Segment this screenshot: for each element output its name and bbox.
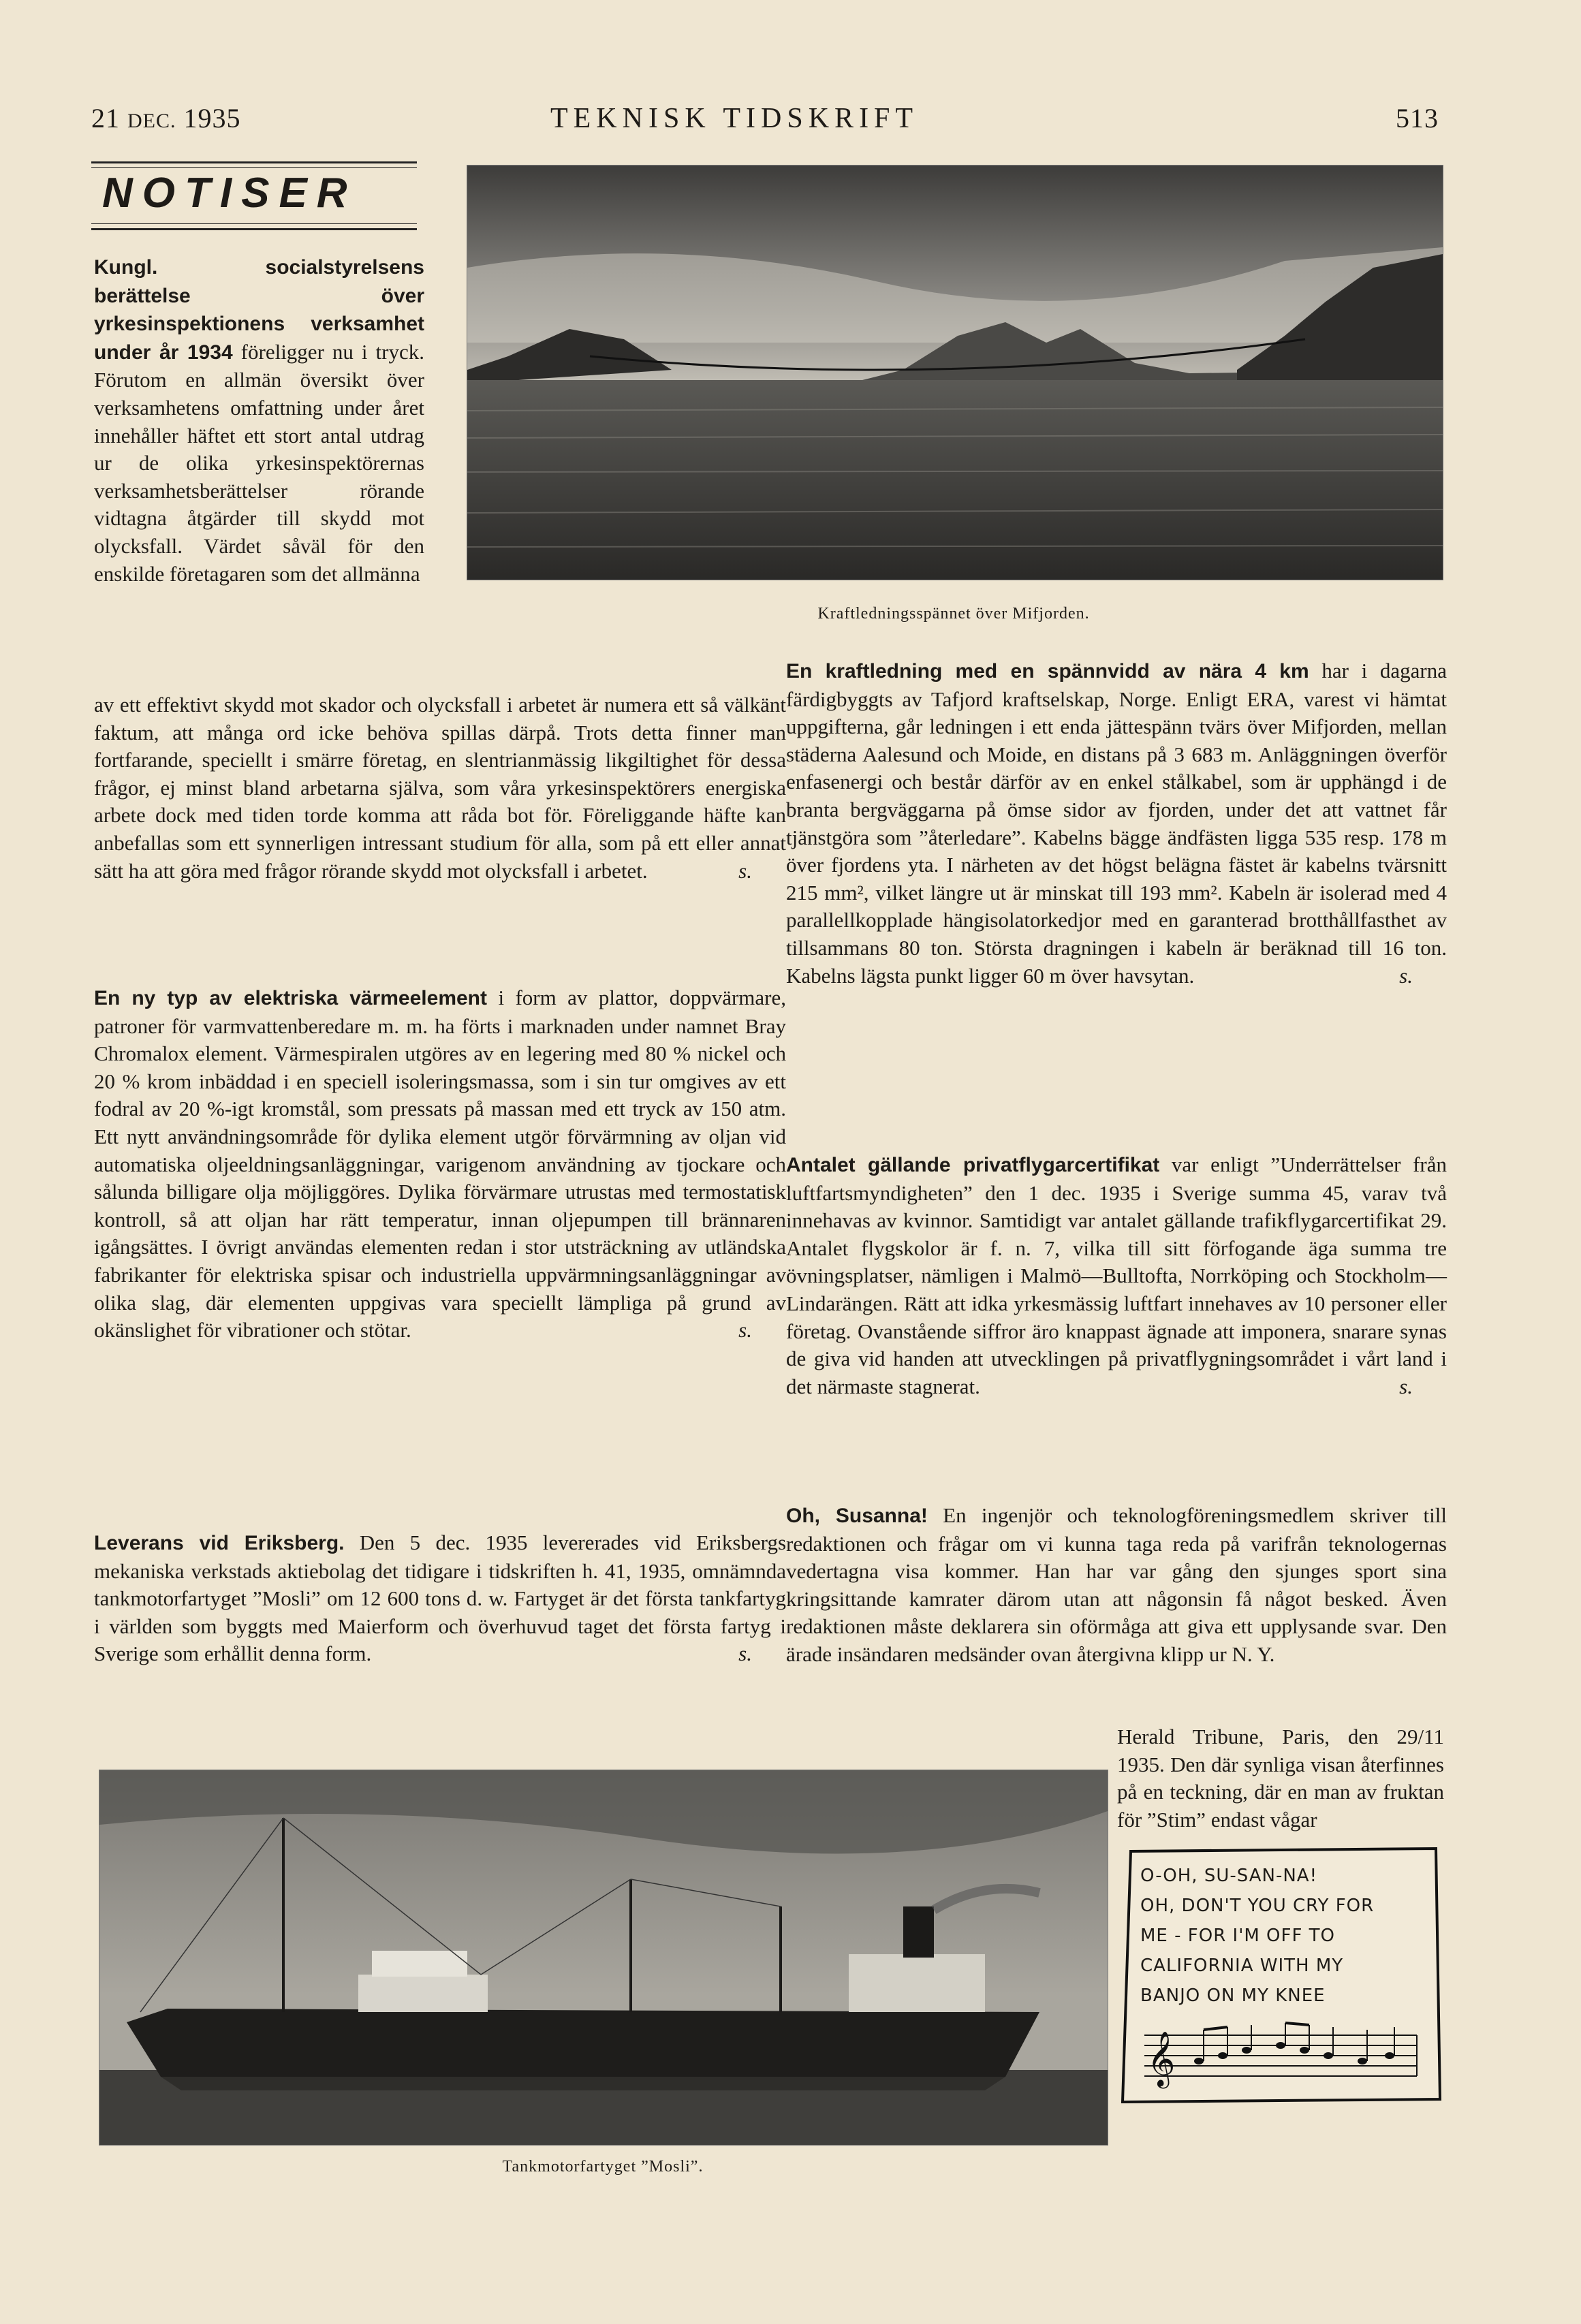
rule-top-2 xyxy=(91,167,417,168)
article-kraftledning-text: har i dagarna färdigbyggts av Tafjord kraftselskap, Norge. Enligt ERA, varest vi hämtat uppgifterna, går ledningen i ett enda jättespänn tvärs över Mifjorden, mellan städerna Aalesund och Moide, en distans på 3 683 m. Anläggningen överför enfasenergi och består därför av en enkel stålkabel, som är upphängd i de branta bergväggarna på ömse sidor av fjorden, under det att vattnet får tjänstgöra som ”återledare”. Kabelns bägge ändfästen ligga 535 resp. 178 m över fjordens yta. I närheten av det högst belägna fästet är kabelns tvärsnitt 215 mm², vilket längre ut är minskat till 193 mm². Kabeln är isolerad med 4 parallellkopplade hängisolatorkedjor med en garanterad brotthållfasthet av tillsammans 80 ton. Största dragningen i kabeln är beräknad till 16 ton. Kabelns lägsta punkt ligger 60 m över havsytan. xyxy=(786,659,1447,988)
article-varmeelement xyxy=(94,984,786,1345)
cartoon-line-5: BANJO ON MY KNEE xyxy=(1140,1985,1326,2006)
cartoon xyxy=(1117,1846,1444,2105)
ship-photo-image xyxy=(99,1770,1108,2146)
page-number: 513 xyxy=(1396,103,1439,134)
article-susanna xyxy=(786,1502,1447,1669)
article-yrkesinspektion-narrow xyxy=(94,253,424,588)
music-staff xyxy=(1144,2022,1430,2090)
ship-photo xyxy=(99,1770,1107,2144)
header-date: 21 DEC. 1935 xyxy=(91,103,241,134)
ship-caption: Tankmotorfartyget ”Mosli”. xyxy=(502,2158,704,2176)
article-varmeelement-text: i form av plattor, doppvärmare, patroner för varmvattenberedare m. m. ha förts i marknaden under namnet Bray Chromalox element. Värmespiralen utgöres av en legering med 80 % nickel och 20 % krom inbäddad i en speciell isoleringsmassa, som i sin tur omgives av ett fodral av 20 %-igt kromstål, som pressats på massan med ett tryck av 150 atm. Ett nytt användningsområde för dylika element utgör förvärmning av oljan vid automatiska oljeeldningsanläggningar, varigenom användning av tjockare och sålunda billigare olja möjliggöres. Dylika förvärmare utrustas med termostatisk kontroll, så att oljan har rätt temperatur, innan oljepumpen till brännaren igångsättes. I övrigt användas elementen redan i stor utsträckning av utländska fabrikanter för elektriska spisar och industriella uppvärmningsanläggningar av olika slag, där elementen uppgivas vara speciellt lämpliga på grund av okänslighet för vibrationer och stötar. xyxy=(94,986,786,1342)
article-yrkesinspektion-title: Kungl. socialstyrelsens berättelse över yrkesinspektionens verksamhet under år 1934 xyxy=(94,256,424,364)
article-susanna-title: Oh, Susanna! xyxy=(786,1505,928,1527)
cartoon-line-4: CALIFORNIA WITH MY xyxy=(1140,1956,1344,1976)
article-susanna-narrow xyxy=(1117,1723,1444,1834)
signature: s. xyxy=(738,1318,752,1342)
article-flygcertifikat-text: var enligt ”Underrättelser från luftfartsmyndigheten” den 1 dec. 1935 i Sverige summa 45, varav två innehavas av kvinnor. Samtidigt var antalet gällande trafikflygarcertifikat 29. Antalet flygskolor är f. n. 7, vilka till sitt förfogande äga summa tre övningsplatser, nämligen i Malmö—Bulltofta, Norrköping och Stockholm—Lindarängen. Rätt att idka yrkesmässig luftfart innehaves av 10 personer eller företag. Ovanstående siffror äro knappast ägnade att imponera, snarare synas de giva vid handen att utvecklingen på privatflygningsområdet i vårt land i det närmaste stagnerat. xyxy=(786,1152,1447,1398)
article-susanna-text: En ingenjör och teknologföreningsmedlem skriver till redaktionen och frågar om vi kunna taga reda på varifrån teknologernas vedertagna visa kommer. Han har var gång den sjunges sport sina kringsittande kamrater därom utan att någonsin få något besked. Även redaktionen måste deklarera sin oförmåga att giva ett upplysande svar. Den ärade insändaren medsänder ovan återgivna klipp ur N. Y. xyxy=(786,1503,1447,1666)
rule-bottom-2 xyxy=(91,228,417,230)
journal-title: TEKNISK TIDSKRIFT xyxy=(550,103,919,134)
cartoon-line-2: OH, DON'T YOU CRY FOR xyxy=(1140,1896,1375,1916)
svg-text:𝄞: 𝄞 xyxy=(1147,2030,1176,2086)
article-varmeelement-title: En ny typ av elektriska värmeelement xyxy=(94,987,487,1009)
article-yrkesinspektion-text-1: föreligger nu i tryck. Förutom en allmän översikt över verksamhetens omfattning under året innehåller häftet ett stort antal utdrag ur de olika yrkesinspektörernas verksamhetsberättelser rörande vidtagna åtgärder till skydd mot olycksfall. Värdet såväl för den enskilde företagaren som det allmänna xyxy=(94,339,424,586)
cartoon-lyrics xyxy=(1140,1861,1433,2011)
article-yrkesinspektion-text-2: av ett effektivt skydd mot skador och olycksfall i arbetet är numera ett så välkänt faktum, att många ord icke behöva spillas därpå. Trots detta finner man fortfarande, speciellt i smärre företag, en slentrianmässig likgiltighet för dessa frågor, ej minst bland arbetarna själva, som våra yrkesinspektörers energiska arbete dock med tiden torde komma att råda bot för. Föreliggande häfte kan anbefallas som ett synnerligen intressant studium för alla, som på ett eller annat sätt ha att göra med frågor rörande skydd mot olycksfall i arbetet. xyxy=(94,693,786,883)
fjord-photo xyxy=(467,165,1442,579)
rule-top xyxy=(91,161,417,163)
cartoon-line-1: O-OH, SU-SAN-NA! xyxy=(1140,1866,1318,1886)
article-eriksberg xyxy=(94,1529,786,1668)
article-kraftledning xyxy=(786,657,1447,990)
signature: s. xyxy=(1399,1374,1413,1398)
article-flygcertifikat xyxy=(786,1151,1447,1400)
article-flygcertifikat-title: Antalet gällande privatflygarcertifikat xyxy=(786,1154,1160,1176)
signature: s. xyxy=(738,858,752,883)
article-yrkesinspektion-wide xyxy=(94,691,786,885)
article-kraftledning-title: En kraftledning med en spännvidd av nära 4 km xyxy=(786,660,1309,682)
signature: s. xyxy=(738,1642,752,1666)
signature: s. xyxy=(1399,963,1413,988)
article-eriksberg-text: Den 5 dec. 1935 levererades vid Eriksbergs mekaniska verkstads aktiebolag det tidigare i tidskriften h. 41, 1935, omnämnda tankmotorfartyget ”Mosli” om 12 600 tons d. w. Fartyget är det första tankfartyg i världen som byggts med Maierform och överhuvud taget det första fartyg i Sverige som erhållit denna form. xyxy=(94,1530,787,1666)
rule-bottom xyxy=(91,223,417,224)
cartoon-line-3: ME - FOR I'M OFF TO xyxy=(1140,1926,1336,1946)
fjord-caption: Kraftledningsspännet över Mifjorden. xyxy=(817,605,1090,623)
section-title: NOTISER xyxy=(102,170,357,217)
article-eriksberg-title: Leverans vid Eriksberg. xyxy=(94,1532,345,1554)
fjord-photo-image xyxy=(467,165,1443,580)
article-susanna-text-2: Herald Tribune, Paris, den 29/11 1935. Den där synliga visan återfinnes på en teckning, där en man av fruktan för ”Stim” endast vågar xyxy=(1117,1725,1444,1832)
